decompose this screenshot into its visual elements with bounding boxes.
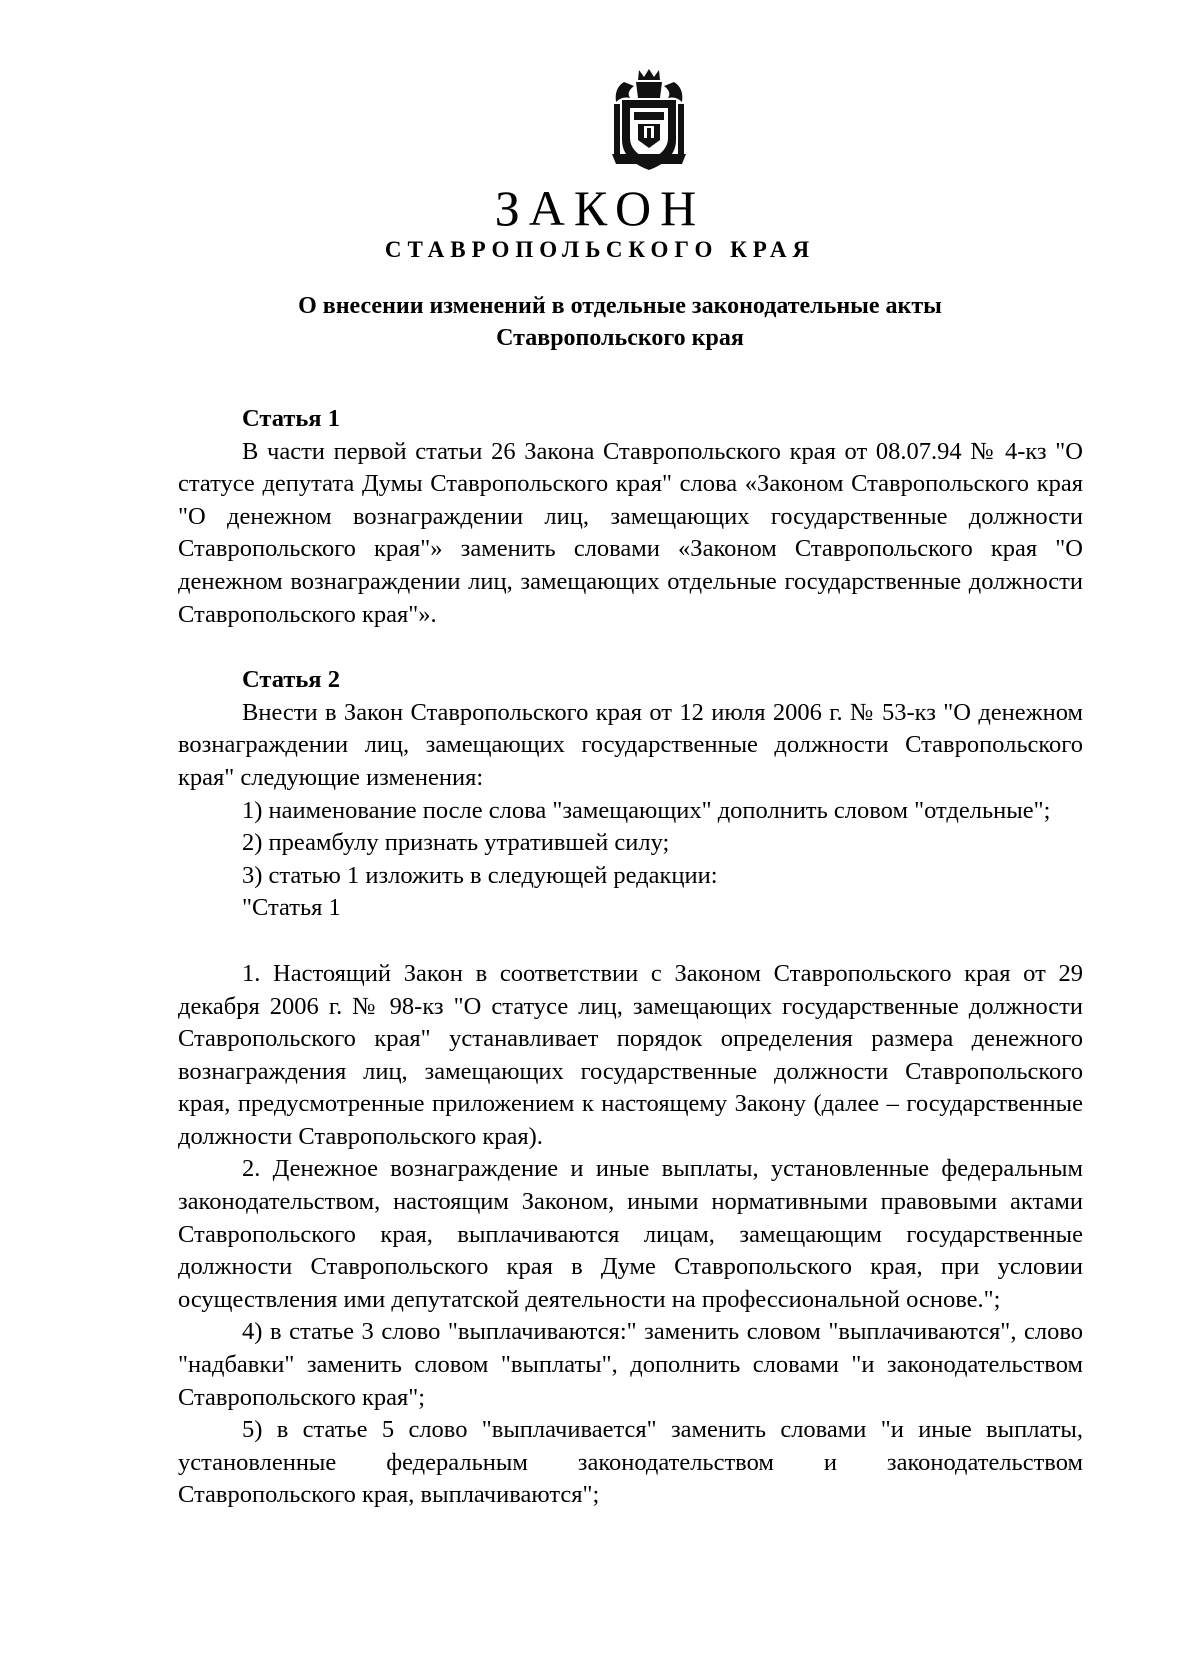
quoted-paragraph-1: 1. Настоящий Закон в соответствии с Законом Ставропольского края от 29 декабря 2006 г. № 98-кз "О статусе лиц, замещающих государственные должности Ставропольского края" устанавливает порядок определения размера денежного вознаграждения лиц, замещающих государственные должности Ставропольского края, предусмотренные приложением к настоящему Закону (далее – государственные должности Ставропольского края).: [178, 959, 1083, 1150]
article-2-item-1: 1) наименование после слова "замещающих" дополнить словом "отдельные";: [242, 796, 1051, 824]
quoted-paragraph-2: 2. Денежное вознаграждение и иные выплаты, установленные федеральным законодательством, настоящим Законом, иными нормативными правовыми актами Ставропольского края, выплачиваются лицам, замещающим государственные должности Ставропольского края в Думе Ставропольского края, при условии осуществления ими депутатской деятельности на профессиональной основе.";: [178, 1155, 1083, 1313]
article-2-item-3: 3) статью 1 изложить в следующей редакции:: [242, 861, 718, 889]
article-2-intro: Внести в Закон Ставропольского края от 12 июля 2006 г. № 53-кз "О денежном вознаграждении лиц, замещающих государственные должности Ставропольского края" следующие изменения:: [178, 698, 1083, 791]
law-title: ЗАКОН: [494, 180, 706, 236]
article-2-item-5: 5) в статье 5 слово "выплачивается" заменить словами "и иные выплаты, установленные федеральным законодательством и законодательством Ставропольского края, выплачиваются";: [178, 1416, 1083, 1509]
law-subtitle: СТАВРОПОЛЬСКОГО КРАЯ: [384, 237, 816, 262]
article-1-text: В части первой статьи 26 Закона Ставропольского края от 08.07.94 № 4-кз "О статусе депутата Думы Ставропольского края" слова «Законом Ставропольского края "О денежном вознаграждении лиц, замещающих государственные должности Ставропольского края"» заменить словами «Законом Ставропольского края "О денежном вознаграждении лиц, замещающих отдельные государственные должности Ставропольского края"».: [178, 437, 1083, 628]
article-1-heading: Статья 1: [242, 405, 340, 432]
document-heading-line1: О внесении изменений в отдельные законодательные акты: [298, 293, 942, 319]
document-body: [178, 403, 1083, 1512]
article-2-heading: Статья 2: [242, 666, 340, 694]
quoted-article-heading: "Статья 1: [242, 894, 341, 922]
article-2-item-2: 2) преамбулу признать утратившей силу;: [242, 829, 670, 857]
coat-of-arms-icon: [604, 68, 694, 174]
document-heading-line2: Ставропольского края: [496, 325, 744, 351]
article-2-item-4: 4) в статье 3 слово "выплачиваются:" заменить словом "выплачиваются", слово "надбавки" заменить словом "выплаты", дополнить словами "и законодательством Ставропольского края";: [178, 1318, 1083, 1411]
document-heading: [180, 290, 1060, 354]
